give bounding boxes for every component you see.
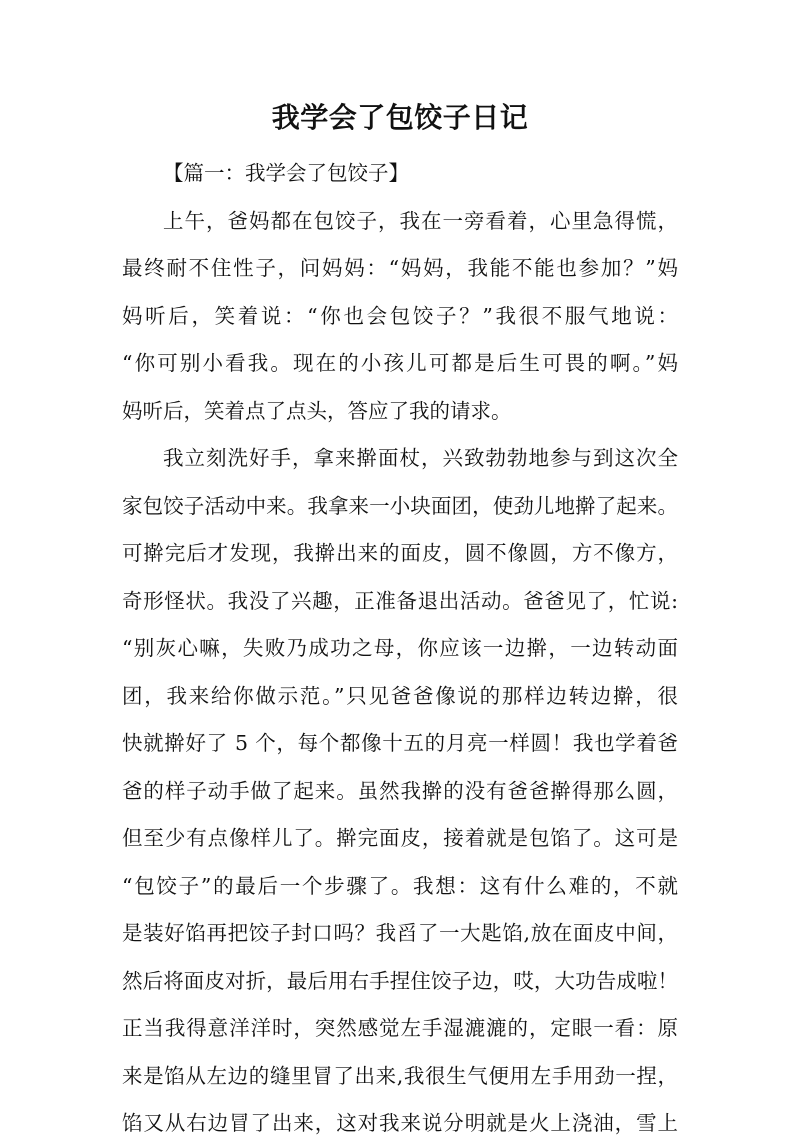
body-line: 正当我得意洋洋时，突然感觉左手湿漉漉的，定眼一看：原 bbox=[122, 1016, 678, 1040]
body-line: 是装好馅再把饺子封口吗？我舀了一大匙馅,放在面皮中间， bbox=[122, 921, 678, 945]
body-line: 家包饺子活动中来。我拿来一小块面团，使劲儿地擀了起来。 bbox=[122, 493, 678, 518]
body-line: 但至少有点像样儿了。擀完面皮，接着就是包馅了。这可是 bbox=[122, 826, 678, 850]
body-line: 团，我来给你做示范。”只见爸爸像说的那样边转边擀，很 bbox=[122, 683, 678, 708]
body-line: 来是馅从左边的缝里冒了出来,我很生气便用左手用劲一捏， bbox=[122, 1063, 678, 1088]
body-line: “你可别小看我。现在的小孩儿可都是后生可畏的啊。”妈 bbox=[122, 351, 678, 375]
body-line: 上午，爸妈都在包饺子，我在一旁看着，心里急得慌， bbox=[163, 208, 678, 233]
body-lines bbox=[122, 198, 678, 1148]
body-line: 最终耐不住性子，问妈妈：“妈妈，我能不能也参加？”妈 bbox=[122, 256, 678, 280]
body-line: 妈听后，笑着说：“你也会包饺子？”我很不服气地说： bbox=[122, 303, 678, 328]
document-body bbox=[122, 150, 678, 1148]
section-heading: 【篇一：我学会了包饺子】 bbox=[163, 161, 409, 185]
body-line: 然后将面皮对折，最后用右手捏住饺子边，哎，大功告成啦！ bbox=[122, 968, 678, 993]
body-line: 奇形怪状。我没了兴趣，正准备退出活动。爸爸见了，忙说: bbox=[122, 588, 678, 613]
body-line: 妈听后，笑着点了点头，答应了我的请求。 bbox=[122, 398, 512, 423]
body-line: “包饺子”的最后一个步骤了。我想：这有什么难的，不就 bbox=[122, 873, 678, 898]
body-line: 快就擀好了 5 个，每个都像十五的月亮一样圆！我也学着爸 bbox=[122, 731, 678, 755]
body-line: 可擀完后才发现，我擀出来的面皮，圆不像圆，方不像方， bbox=[122, 541, 678, 565]
document-title: 我学会了包饺子日记 bbox=[271, 101, 529, 134]
body-line: 爸的样子动手做了起来。虽然我擀的没有爸爸擀得那么圆， bbox=[122, 778, 678, 803]
body-line: “别灰心嘛，失败乃成功之母，你应该一边擀，一边转动面 bbox=[122, 636, 678, 660]
body-line: 馅又从右边冒了出来，这对我来说分明就是火上浇油，雪上 bbox=[122, 1111, 678, 1135]
body-line: 我立刻洗好手，拿来擀面杖，兴致勃勃地参与到这次全 bbox=[163, 446, 678, 470]
